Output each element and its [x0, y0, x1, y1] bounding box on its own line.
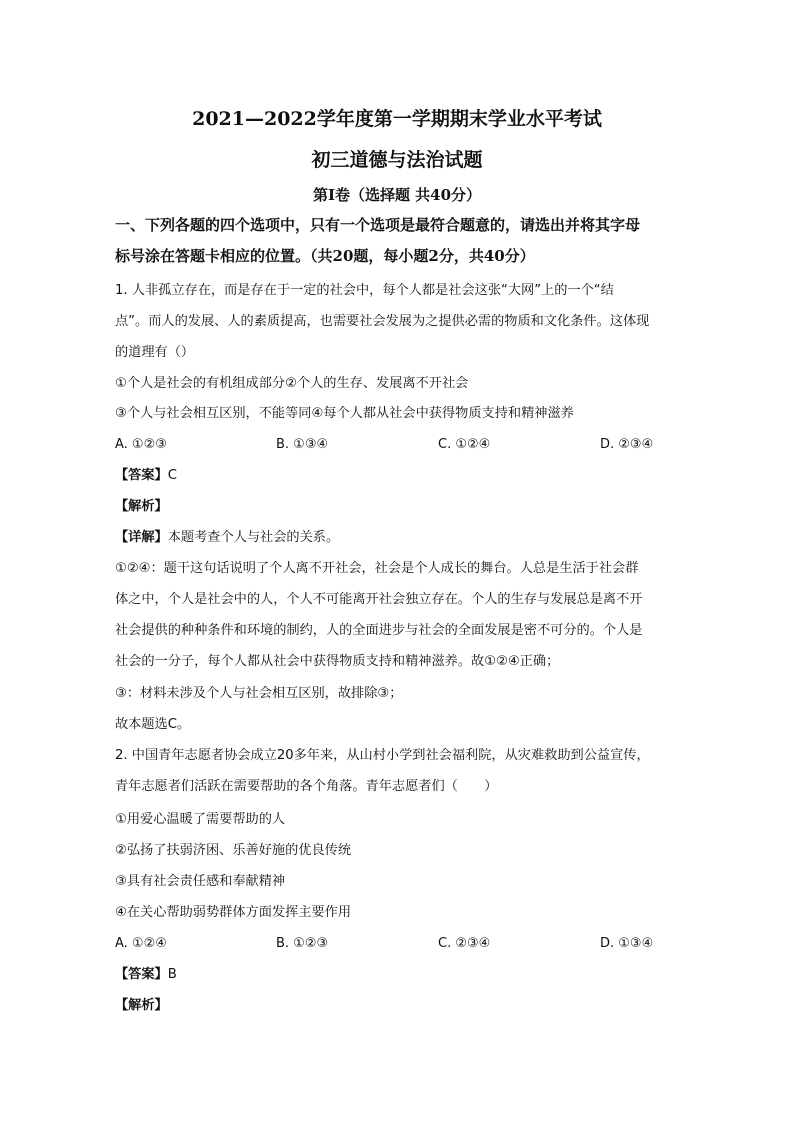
q1-option-a: A. ①②③	[115, 437, 167, 452]
answer-value: C	[167, 468, 177, 483]
section-instruction-line-1: 一、下列各题的四个选项中，只有一个选项是最符合题意的，请选出并将其字母	[115, 216, 641, 234]
exam-subtitle: 初三道德与法治试题	[311, 149, 483, 171]
q1-explanation-line-3: 社会提供的种种条件和环境的制约，人的全面进步与社会的全面发展是密不可分的。个人是	[115, 623, 643, 638]
q1-detail	[115, 530, 685, 546]
q1-stem-line-3: 的道理有（）	[115, 345, 195, 360]
q1-stem-line-1: 1. 人非孤立存在，而是存在于一定的社会中，每个人都是社会这张“大网”上的一个“结	[115, 283, 614, 298]
answer-tag: 【答案】	[115, 468, 168, 483]
q1-conclusion: 故本题选C。	[115, 717, 191, 732]
q1-answer	[115, 468, 685, 484]
q2-item-line-1: ①用爱心温暖了需要帮助的人	[115, 812, 286, 827]
q2-stem-line-1: 2. 中国青年志愿者协会成立20多年来，从山村小学到社会福利院，从灾难救助到公益宣传，	[115, 748, 650, 763]
q2-option-a: A. ①②④	[115, 936, 167, 951]
q1-explanation-line-2: 体之中，个人是社会中的人，个人不可能离开社会独立存在。个人的生存与发展总是离不开	[115, 592, 643, 607]
q2-item-line-2: ②弘扬了扶弱济困、乐善好施的优良传统	[115, 843, 352, 858]
q1-stem-line-2: 点”。而人的发展、人的素质提高，也需要社会发展为之提供必需的物质和文化条件。这体现	[115, 314, 650, 329]
q1-explanation-line-4: 社会的一分子，每个人都从社会中获得物质支持和精神滋养。故①②④正确；	[115, 654, 560, 669]
q1-item-line-1: ①个人是社会的有机组成部分②个人的生存、发展离不开社会	[115, 376, 469, 391]
q1-explanation-line-1: ①②④：题干这句话说明了个人离不开社会，社会是个人成长的舞台。人总是生活于社会群	[115, 561, 639, 576]
q2-option-c: C. ②③④	[438, 936, 491, 951]
q1-analysis-tag: 【解析】	[115, 499, 168, 514]
part-heading: 第I卷（选择题 共40分）	[312, 186, 482, 204]
q1-option-c: C. ①②④	[438, 437, 491, 452]
q1-options	[115, 437, 685, 455]
exam-title: 2021—2022学年度第一学期期末学业水平考试	[192, 108, 602, 130]
q2-item-line-4: ④在关心帮助弱势群体方面发挥主要作用	[115, 905, 352, 920]
q2-option-b: B. ①②③	[276, 936, 329, 951]
q2-item-line-3: ③具有社会责任感和奉献精神	[115, 874, 286, 889]
section-instruction-line-2: 标号涂在答题卡相应的位置。（共20题，每小题2分，共40分）	[115, 247, 535, 265]
answer-value: B	[167, 967, 177, 982]
q1-explanation-line-5: ③：材料未涉及个人与社会相互区别，故排除③；	[115, 686, 403, 701]
q2-options	[115, 936, 685, 954]
q1-option-d: D. ②③④	[600, 437, 654, 452]
q1-item-line-2: ③个人与社会相互区别，不能等同④每个人都从社会中获得物质支持和精神滋养	[115, 406, 574, 421]
q2-answer	[115, 967, 685, 983]
q2-option-d: D. ①③④	[600, 936, 654, 951]
detail-text: 本题考查个人与社会的关系。	[167, 530, 340, 545]
q2-analysis-tag: 【解析】	[115, 998, 168, 1013]
detail-tag: 【详解】	[115, 530, 168, 545]
q1-option-b: B. ①③④	[276, 437, 329, 452]
answer-tag: 【答案】	[115, 967, 168, 982]
q2-stem-line-2: 青年志愿者们活跃在需要帮助的各个角落。青年志愿者们（ ）	[115, 779, 498, 794]
